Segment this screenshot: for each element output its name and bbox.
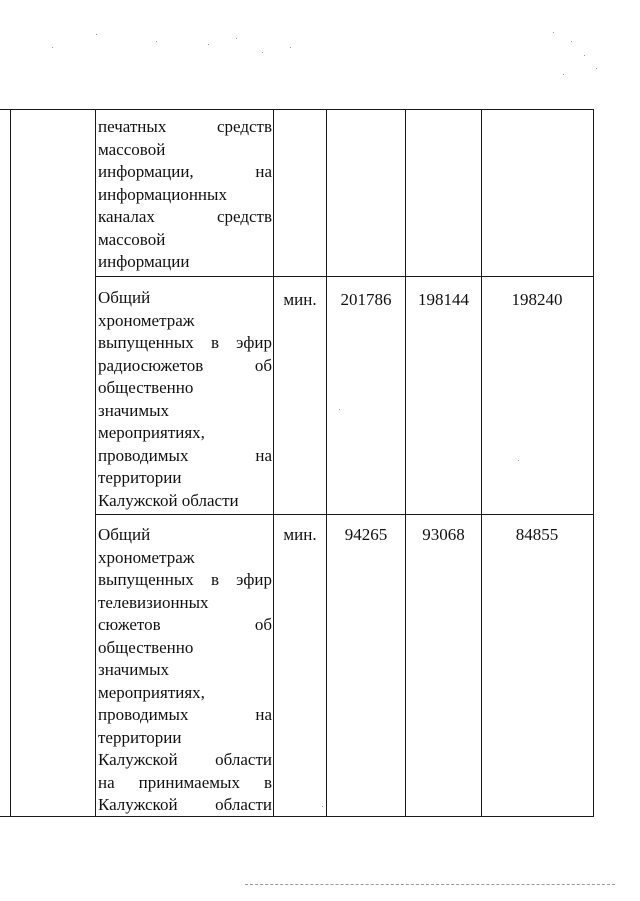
row-3-value-3: 84855 xyxy=(515,525,559,544)
row-3-line-6: общественно xyxy=(98,637,194,657)
row-3-line-4: телевизионных xyxy=(98,592,209,612)
scan-speck xyxy=(571,41,572,42)
row-2-line-8: проводимых на xyxy=(98,445,272,465)
row-2-line-10: Калужской области xyxy=(98,490,239,510)
scan-speck xyxy=(584,55,585,56)
row-3-line-3: выпущенных в эфир xyxy=(98,570,272,589)
row-3-line-8: мероприятиях, xyxy=(98,682,205,702)
row-3-line-9: проводимых на xyxy=(98,705,272,724)
scan-speck xyxy=(290,47,291,48)
row-3-line-12: на принимаемых в xyxy=(98,772,272,792)
row-2-line-7: мероприятиях, xyxy=(98,423,205,442)
scan-speck xyxy=(52,47,53,48)
row-3-line-7: значимых xyxy=(98,660,170,679)
scan-speck xyxy=(156,41,157,42)
col-border-3 xyxy=(273,109,274,817)
row-2-line-2: хронометраж xyxy=(98,310,195,330)
row-3-line-10: территории xyxy=(98,727,182,747)
row-1-line-5: каналах средств xyxy=(98,207,272,226)
col-border-6 xyxy=(481,109,482,817)
scan-speck xyxy=(262,52,263,53)
scan-speck xyxy=(518,460,519,461)
row-3-value-2: 93068 xyxy=(422,525,465,544)
row-2-line-9: территории xyxy=(98,468,182,487)
scan-speck xyxy=(322,806,323,807)
row-2-unit: мин. xyxy=(283,290,317,309)
scan-speck xyxy=(208,44,209,45)
row-2-line-4: радиосюжетов об xyxy=(98,355,272,375)
scan-speck xyxy=(236,38,237,39)
row-2-value-3: 198240 xyxy=(511,290,563,309)
row-3-line-11: Калужской области xyxy=(98,750,272,769)
row-divider-1 xyxy=(95,276,594,277)
row-1-line-7: информации xyxy=(98,252,190,271)
row-3-value-1: 94265 xyxy=(344,525,388,544)
row-1-line-6: массовой xyxy=(98,229,166,249)
scan-speck xyxy=(553,32,554,33)
row-2-description xyxy=(98,287,272,512)
scan-speck xyxy=(596,68,597,69)
row-2-line-5: общественно xyxy=(98,378,194,397)
row-3-unit: мин. xyxy=(283,525,317,544)
row-1-line-2: массовой xyxy=(98,139,166,159)
scan-speck xyxy=(563,74,564,75)
table-bottom-border xyxy=(0,816,594,817)
row-2-value-1: 201786 xyxy=(340,290,392,309)
row-2-line-1: Общий xyxy=(98,288,151,307)
row-3-description xyxy=(98,524,272,817)
scan-speck xyxy=(339,409,340,410)
row-2-value-2: 198144 xyxy=(418,290,469,309)
row-divider-2 xyxy=(95,514,594,515)
col-border-5 xyxy=(405,109,406,817)
row-1-line-3: информации, на xyxy=(98,162,272,181)
col-border-7 xyxy=(593,109,594,817)
col-border-1 xyxy=(10,109,11,817)
row-3-line-13: Калужской области xyxy=(98,795,272,814)
row-3-line-2: хронометраж xyxy=(98,547,195,567)
row-2-line-6: значимых xyxy=(98,400,170,420)
col-border-2 xyxy=(95,109,96,817)
row-1-line-1: печатных средств xyxy=(98,117,272,136)
row-2-line-3: выпущенных в эфир xyxy=(98,333,272,352)
row-1-line-4: информационных xyxy=(98,184,227,204)
table-top-border xyxy=(0,109,594,110)
col-border-4 xyxy=(326,109,327,817)
scan-speck xyxy=(96,34,97,35)
row-3-line-1: Общий xyxy=(98,525,151,544)
row-3-line-5: сюжетов об xyxy=(98,615,272,634)
row-1-description xyxy=(98,116,272,274)
footer-rule xyxy=(245,884,615,885)
